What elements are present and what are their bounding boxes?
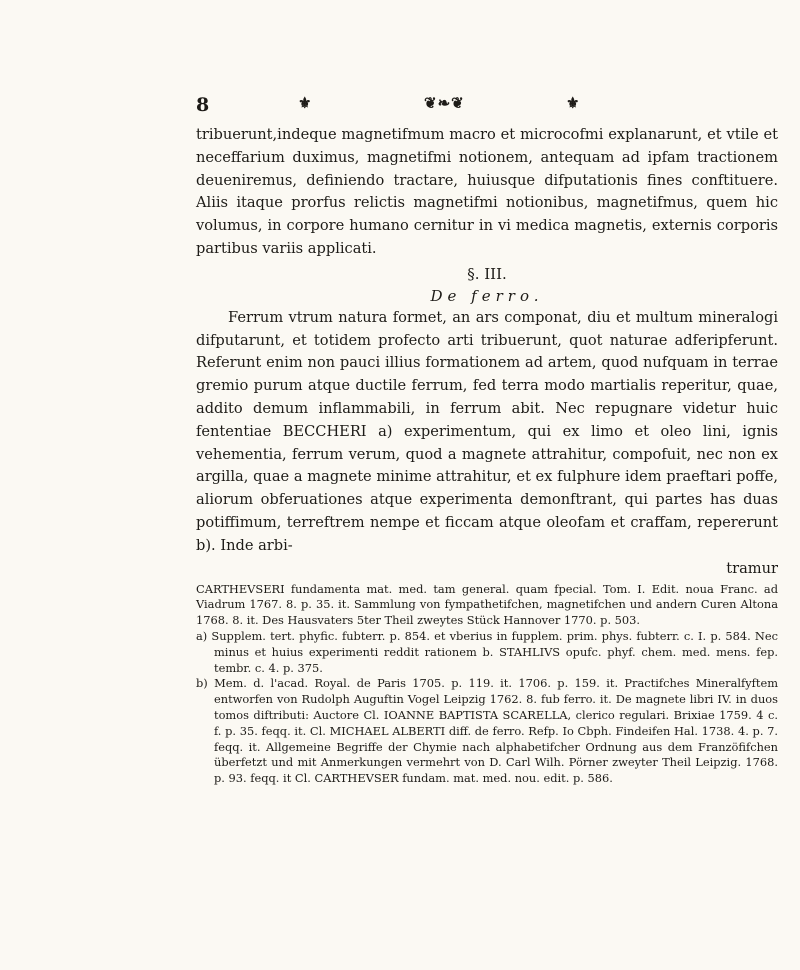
page-header [196,94,776,116]
page-body [196,124,778,787]
paragraph-ferrum: Ferrum vtrum natura formet, an ars componat, diu et multum mineralogi difputarunt, et totidem profecto arti tribuerunt, quot naturae adferipferunt. Referunt enim non pauci illius formationem ad artem, quod nufquam in terrae gremio purum atque ductile ferrum, fed terra modo martialis reperitur, quae, addito demum inflammabili, in ferrum abit. Nec repugnare videtur huic fententiae BECCHERI a) experimentum, qui ex limo et oleo lini, ignis vehementia, ferrum verum, quod a magnete attrahitur, compofuit, nec non ex argilla, quae a magnete minime attrahitur, et ex fulphure idem praeftari poffe, aliorum obferuationes atque experimenta demonftrant, qui partes has duas potiffimum, terreftrem nempe et ficcam atque oleofam et craffam, repererunt b). Inde arbi- [196,308,778,554]
section-number: §. III. [467,264,507,283]
section-title: De ferro. [430,286,544,305]
left-ornament-icon: ⚜ [298,94,313,112]
right-ornament-icon: ⚜ [566,94,581,112]
center-ornament-icon: ❦❧❦ [424,94,465,112]
footnote-a: a) Supplem. tert. phyfic. fubterr. p. 854. et vberius in fupplem. prim. phys. fubterr. c. I. p. 584. Nec minus et huius experimenti reddit rationem b. STAHLIVS opufc. phyf. chem. med. mens. fep. tembr. c. 4. p. 375. [196,628,778,675]
footnote-carthevser: CARTHEVSERI fundamenta mat. med. tam general. quam fpecial. Tom. I. Edit. noua Franc. ad Viadrum 1767. 8. p. 35. it. Sammlung von fympathetifchen, magnetifchen und andern Curen Altona 1768. 8. it. Des Hausvaters 5ter Theil zweytes Stück Hannover 1770. p. 503. [196,581,778,628]
footnotes [196,582,778,787]
paragraph-intro: tribuerunt,indeque magnetifmum macro et microcofmi explanarunt, et vtile et neceffarium duximus, magnetifmi notionem, antequam ad ipfam tractionem deueniremus, definiendo tractare, huiusque difputationis fines conftituere. Aliis itaque prorfus relictis magnetifmi notionibus, magnetifmus, quem hic volumus, in corpore humano cernitur in vi medica magnetis, externis corporis partibus variis applicati. [196,126,778,257]
page-number: 8 [196,94,210,116]
catchword: tramur [726,559,778,577]
footnote-b: b) Mem. d. l'acad. Royal. de Paris 1705. p. 119. it. 1706. p. 159. it. Practifches Mineralfyftem entworfen von Rudolph Auguftin Vogel Leipzig 1762. 8. fub ferro. it. De magnete libri IV. in duos tomos diftributi: Auctore Cl. IOANNE BAPTISTA SCARELLA, clerico regulari. Brixiae 1759. 4 c. f. p. 35. feqq. it. Cl. MICHAEL ALBERTI diff. de ferro. Refp. Io Cbph. Findeifen Hal. 1738. 4. p. 7. feqq. it. Allgemeine Begriffe der Chymie nach alphabetifcher Ordnung aus dem Franzöfifchen überfetzt und mit Anmerkungen vermehrt von D. Carl Wilh. Pörner zweyter Theil Leipzig. 1768. p. 93. feqq. it Cl. CARTHEVSER fundam. mat. med. nou. edit. p. 586. [196,676,778,786]
